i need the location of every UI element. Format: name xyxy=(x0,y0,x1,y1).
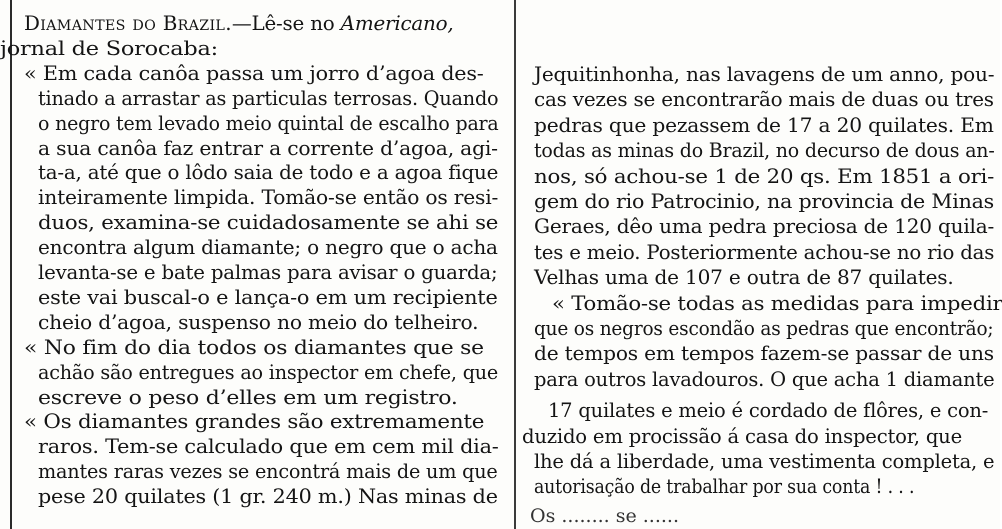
text-segment: Geraes, dêo uma pedra preciosa de 120 quila- xyxy=(534,215,995,239)
left-line xyxy=(24,12,454,36)
text-segment: jornal de Sorocaba: xyxy=(0,36,218,60)
text-segment: cheio d’agoa, suspenso no meio do telheiro. xyxy=(38,310,479,334)
text-segment: pedras que pezassem de 17 a 20 quilates. Em xyxy=(534,113,994,137)
cut-off-next-paragraph xyxy=(530,505,830,527)
right-line xyxy=(534,450,994,474)
text-segment: levanta-se e bate palmas para avisar o guarda; xyxy=(38,261,498,284)
text-segment: gem do rio Patrocinio, na provincia de Minas xyxy=(534,190,995,213)
right-line xyxy=(534,190,994,214)
text-segment: autorisação de trabalhar por sua conta ! . . . xyxy=(534,475,915,499)
text-segment: o negro tem levado meio quintal de escalho para xyxy=(38,111,499,135)
right-line xyxy=(534,63,994,87)
column-rule-middle xyxy=(514,0,516,529)
left-line xyxy=(38,435,499,459)
text-segment: todas as minas do Brazil, no decurso de dous an- xyxy=(534,139,995,163)
text-segment: « No fim do dia todos os diamantes que se xyxy=(24,335,484,359)
left-line xyxy=(38,261,497,285)
text-segment: tes e meio. Posteriormente achou-se no rio das xyxy=(534,240,995,264)
text-segment: duos, examina-se cuidadosamente se ahi se xyxy=(38,211,499,235)
left-line xyxy=(38,311,478,335)
left-line xyxy=(38,87,498,111)
text-segment: encontra algum diamante; o negro que o acha xyxy=(38,236,498,260)
text-segment: Americano, xyxy=(340,12,454,35)
right-line xyxy=(534,317,993,341)
text-segment: lhe dá a liberdade, uma vestimenta completa, e xyxy=(534,450,995,473)
text-segment: Velhas uma de 107 e outra de 87 quilates. xyxy=(534,266,954,290)
text-segment: nos, só achou-se 1 de 20 qs. Em 1851 a ori- xyxy=(534,164,995,188)
text-segment: 17 quilates e meio é cordado de flôres, e con- xyxy=(548,399,989,423)
left-line xyxy=(38,112,499,136)
left-line xyxy=(38,286,498,310)
left-line xyxy=(0,37,218,61)
left-line xyxy=(38,161,498,185)
right-line xyxy=(534,368,994,392)
text-segment: raros. Tem-se calculado que em cem mil dia- xyxy=(38,435,499,459)
left-line xyxy=(38,186,498,210)
right-line xyxy=(534,88,994,112)
right-column xyxy=(522,0,1000,529)
text-segment: ta-a, até que o lôdo saia de todo e a agoa fique xyxy=(38,161,499,185)
right-line xyxy=(534,475,914,499)
right-line xyxy=(552,292,1002,316)
text-segment: mantes raras vezes se encontrá mais de um que xyxy=(38,460,498,484)
text-segment: tinado a arrastar as particulas terrosas. Quando xyxy=(38,86,499,110)
right-line xyxy=(534,342,994,366)
right-line xyxy=(534,139,995,163)
right-line xyxy=(534,241,994,265)
right-line xyxy=(534,266,954,290)
left-line xyxy=(38,460,498,484)
text-segment: escreve o peso d’elles em um registro. xyxy=(38,385,458,409)
left-line xyxy=(24,410,484,434)
text-segment: que os negros escondão as pedras que encontrão; xyxy=(534,317,994,340)
text-segment: este vai buscal-o e lança-o em um recipiente xyxy=(38,285,498,309)
left-line xyxy=(24,336,484,360)
right-line xyxy=(534,114,994,138)
text-segment: pese 20 quilates (1 gr. 240 m.) Nas minas de xyxy=(38,485,498,509)
left-line xyxy=(38,211,498,235)
text-segment: inteiramente limpida. Tomão-se então os resi- xyxy=(38,186,499,210)
left-line xyxy=(38,137,498,161)
right-line xyxy=(548,399,988,423)
text-segment: « Em cada canôa passa um jorro d’agoa des- xyxy=(24,61,484,85)
right-line xyxy=(522,425,962,449)
right-line xyxy=(534,165,994,189)
right-line xyxy=(534,215,994,239)
text-segment: Jequitinhonha, nas lavagens de um anno, pou- xyxy=(534,63,995,86)
left-line xyxy=(38,386,458,410)
text-segment: de tempos em tempos fazem-se passar de uns xyxy=(534,342,994,366)
text-segment: para outros lavadouros. O que acha 1 diamante xyxy=(534,367,995,391)
left-line xyxy=(38,361,498,385)
text-segment: cas vezes se encontrarão mais de duas ou tres xyxy=(534,88,994,112)
left-line xyxy=(24,62,484,86)
left-line xyxy=(38,485,498,509)
text-segment: a sua canôa faz entrar a corrente d’agoa, agi- xyxy=(38,136,498,160)
text-segment: —Lê-se no xyxy=(231,12,341,35)
text-segment: duzido em procissão á casa do inspector, que xyxy=(522,424,962,448)
text-segment: achão são entregues ao inspector em chefe, que xyxy=(38,360,499,384)
text-segment: Diamantes do Brazil. xyxy=(24,12,232,35)
cut-off-text: Os ........ se ...... xyxy=(530,505,679,527)
text-segment: « Os diamantes grandes são extremamente xyxy=(24,410,485,434)
text-segment: « Tomão-se todas as medidas para impedir xyxy=(552,291,1002,315)
left-line xyxy=(38,236,498,260)
